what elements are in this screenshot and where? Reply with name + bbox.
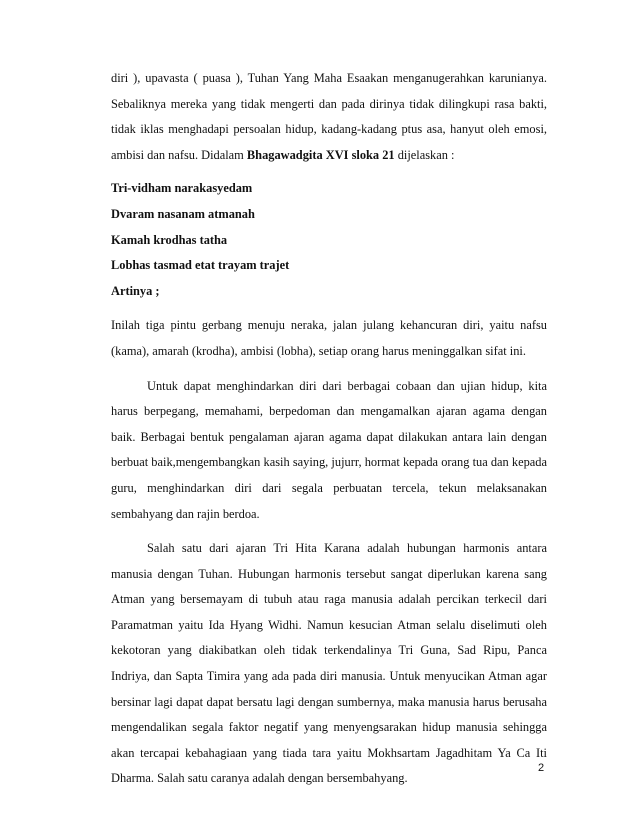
meaning-label: Artinya ; [111, 283, 160, 298]
page-number: 2 [538, 762, 545, 774]
document-page [111, 66, 547, 792]
paragraph-intro-tail: dijelaskan : [394, 147, 455, 162]
verse-line-2: Dvaram nasanam atmanah [111, 206, 255, 221]
sloka-reference: Bhagawadgita XVI sloka 21 [246, 147, 395, 162]
verse-line-3: Kamah krodhas tatha [111, 232, 228, 247]
paragraph-intro-text: diri ), upavasta ( puasa ), Tuhan Yang Maha Esaakan menganugerahkan karunianya. Sebaliknya mereka yang tidak mengerti dan pada dirinya tidak dilingkupi rasa bakti, tidak iklas menghadapi persoalan hidup, kadang-kadang ptus asa, hanyut oleh emosi, ambisi dan nafsu. Didalam [111, 71, 547, 162]
paragraph-intro [111, 66, 547, 168]
paragraph-tri-hita-karana: Salah satu dari ajaran Tri Hita Karana adalah hubungan harmonis antara manusia dengan Tuhan. Hubungan harmonis tersebut sangat diperlukan karena sang Atman yang bersemayam di tubuh atau raga manusia adalah percikan terkecil dari Paramatman yaitu Ida Hyang Widhi. Namun kesucian Atman selalu diselimuti oleh kekotoran yang diakibatkan oleh tidak terkendalinya Tri Guna, Sad Ripu, Panca Indriya, dan Sapta Timira yang ada pada diri manusia. Untuk menyucikan Atman agar bersinar lagi dapat dapat bersatu lagi dengan sumbernya, maka manusia harus berusaha mengendalikan segala faktor negatif yang menyengsarakan hidup manusia sehingga akan tercapai kebahagiaan yang tiada tara yaitu Mokhsartam Jagadhitam Ya Ca Iti Dharma. Salah satu caranya adalah dengan bersembahyang. [111, 541, 547, 786]
sloka-verse [111, 176, 547, 304]
verse-line-1: Tri-vidham narakasyedam [111, 181, 253, 196]
verse-line-4: Lobhas tasmad etat trayam trajet [111, 258, 290, 273]
paragraph-religious-practice: Untuk dapat menghindarkan diri dari berbagai cobaan dan ujian hidup, kita harus berpegang, memahami, berpedoman dan mengamalkan ajaran agama dengan baik. Berbagai bentuk pengalaman ajaran agama dapat dilakukan antara lain dengan berbuat baik,mengembangkan kasih saying, jujurr, hormat kepada orang tua dan kepada guru, menghindarkan diri dari segala perbuatan tercela, tekun melaksanakan sembahyang dan rajin berdoa. [111, 378, 547, 521]
paragraph-meaning: Inilah tiga pintu gerbang menuju neraka, jalan julang kehancuran diri, yaitu nafsu (kama), amarah (krodha), ambisi (lobha), setiap orang harus meninggalkan sifat ini. [111, 318, 547, 358]
